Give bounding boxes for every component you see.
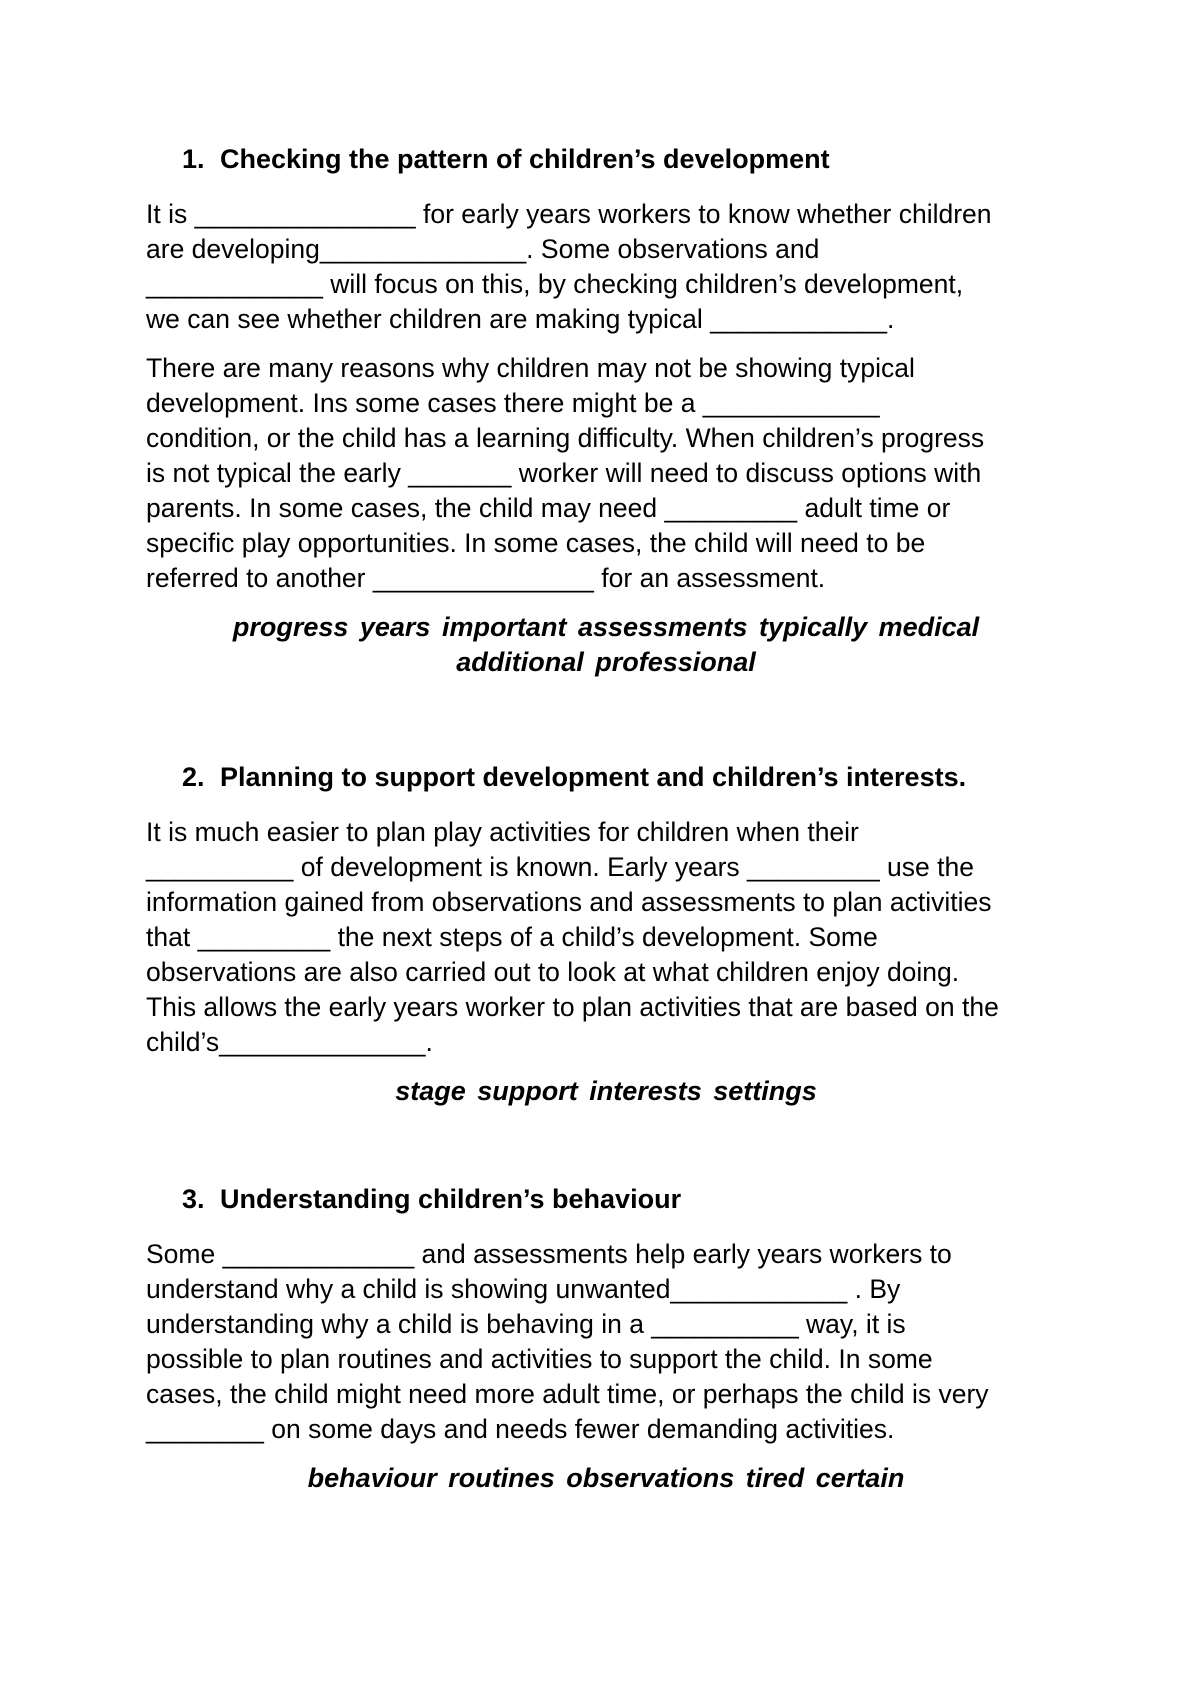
section-3-heading: Understanding children’s behaviour (220, 1184, 682, 1214)
section-2-title (146, 760, 1066, 795)
paragraph-line: is not typical the early _______ worker will need to discuss options with (146, 458, 982, 488)
paragraph-line: cases, the child might need more adult time, or perhaps the child is very (146, 1379, 989, 1409)
paragraph-line: possible to plan routines and activities to support the child. In some (146, 1344, 933, 1374)
paragraph-line: specific play opportunities. In some cases, the child will need to be (146, 528, 926, 558)
section-1-paragraph-1 (146, 197, 1066, 337)
section-1-number: 1. (182, 144, 205, 174)
paragraph-line: development. Ins some cases there might be a ____________ (146, 388, 880, 418)
section-2-paragraph-1 (146, 815, 1066, 1060)
word-bank-line: behaviour routines observations tired certain (307, 1463, 905, 1493)
paragraph-line: information gained from observations and assessments to plan activities (146, 887, 992, 917)
section-1 (146, 142, 1066, 680)
paragraph-line: Some _____________ and assessments help early years workers to (146, 1239, 952, 1269)
section-1-paragraph-2 (146, 351, 1066, 596)
paragraph-line: observations are also carried out to look at what children enjoy doing. (146, 957, 960, 987)
word-bank-line: additional professional (456, 647, 756, 677)
section-3-number: 3. (182, 1184, 205, 1214)
paragraph-line: understanding why a child is behaving in a __________ way, it is (146, 1309, 906, 1339)
paragraph-line: understand why a child is showing unwanted____________ . By (146, 1274, 901, 1304)
word-bank-line: stage support interests settings (395, 1076, 817, 1106)
section-1-heading: Checking the pattern of children’s development (220, 144, 830, 174)
section-3-word-bank (146, 1461, 1066, 1496)
paragraph-line: we can see whether children are making typical ____________. (146, 304, 895, 334)
paragraph-line: condition, or the child has a learning difficulty. When children’s progress (146, 423, 985, 453)
paragraph-line: are developing______________. Some observations and (146, 234, 820, 264)
paragraph-line: This allows the early years worker to plan activities that are based on the (146, 992, 999, 1022)
paragraph-line: ____________ will focus on this, by checking children’s development, (146, 269, 964, 299)
paragraph-line: parents. In some cases, the child may need _________ adult time or (146, 493, 951, 523)
section-2-heading: Planning to support development and children’s interests. (220, 762, 967, 792)
paragraph-line: ________ on some days and needs fewer demanding activities. (146, 1414, 895, 1444)
paragraph-line: that _________ the next steps of a child’s development. Some (146, 922, 878, 952)
section-2 (146, 760, 1066, 1109)
section-1-word-bank (146, 610, 1066, 680)
paragraph-line: referred to another _______________ for an assessment. (146, 563, 826, 593)
word-bank-line: progress years important assessments typically medical (232, 612, 980, 642)
section-1-title (146, 142, 1066, 177)
section-2-number: 2. (182, 762, 205, 792)
paragraph-line: There are many reasons why children may not be showing typical (146, 353, 915, 383)
section-2-word-bank (146, 1074, 1066, 1109)
paragraph-line: It is _______________ for early years workers to know whether children (146, 199, 992, 229)
section-3 (146, 1182, 1066, 1496)
section-3-title (146, 1182, 1066, 1217)
section-3-paragraph-1 (146, 1237, 1066, 1447)
paragraph-line: child’s______________. (146, 1027, 433, 1057)
paragraph-line: It is much easier to plan play activities for children when their (146, 817, 859, 847)
paragraph-line: __________ of development is known. Early years _________ use the (146, 852, 974, 882)
